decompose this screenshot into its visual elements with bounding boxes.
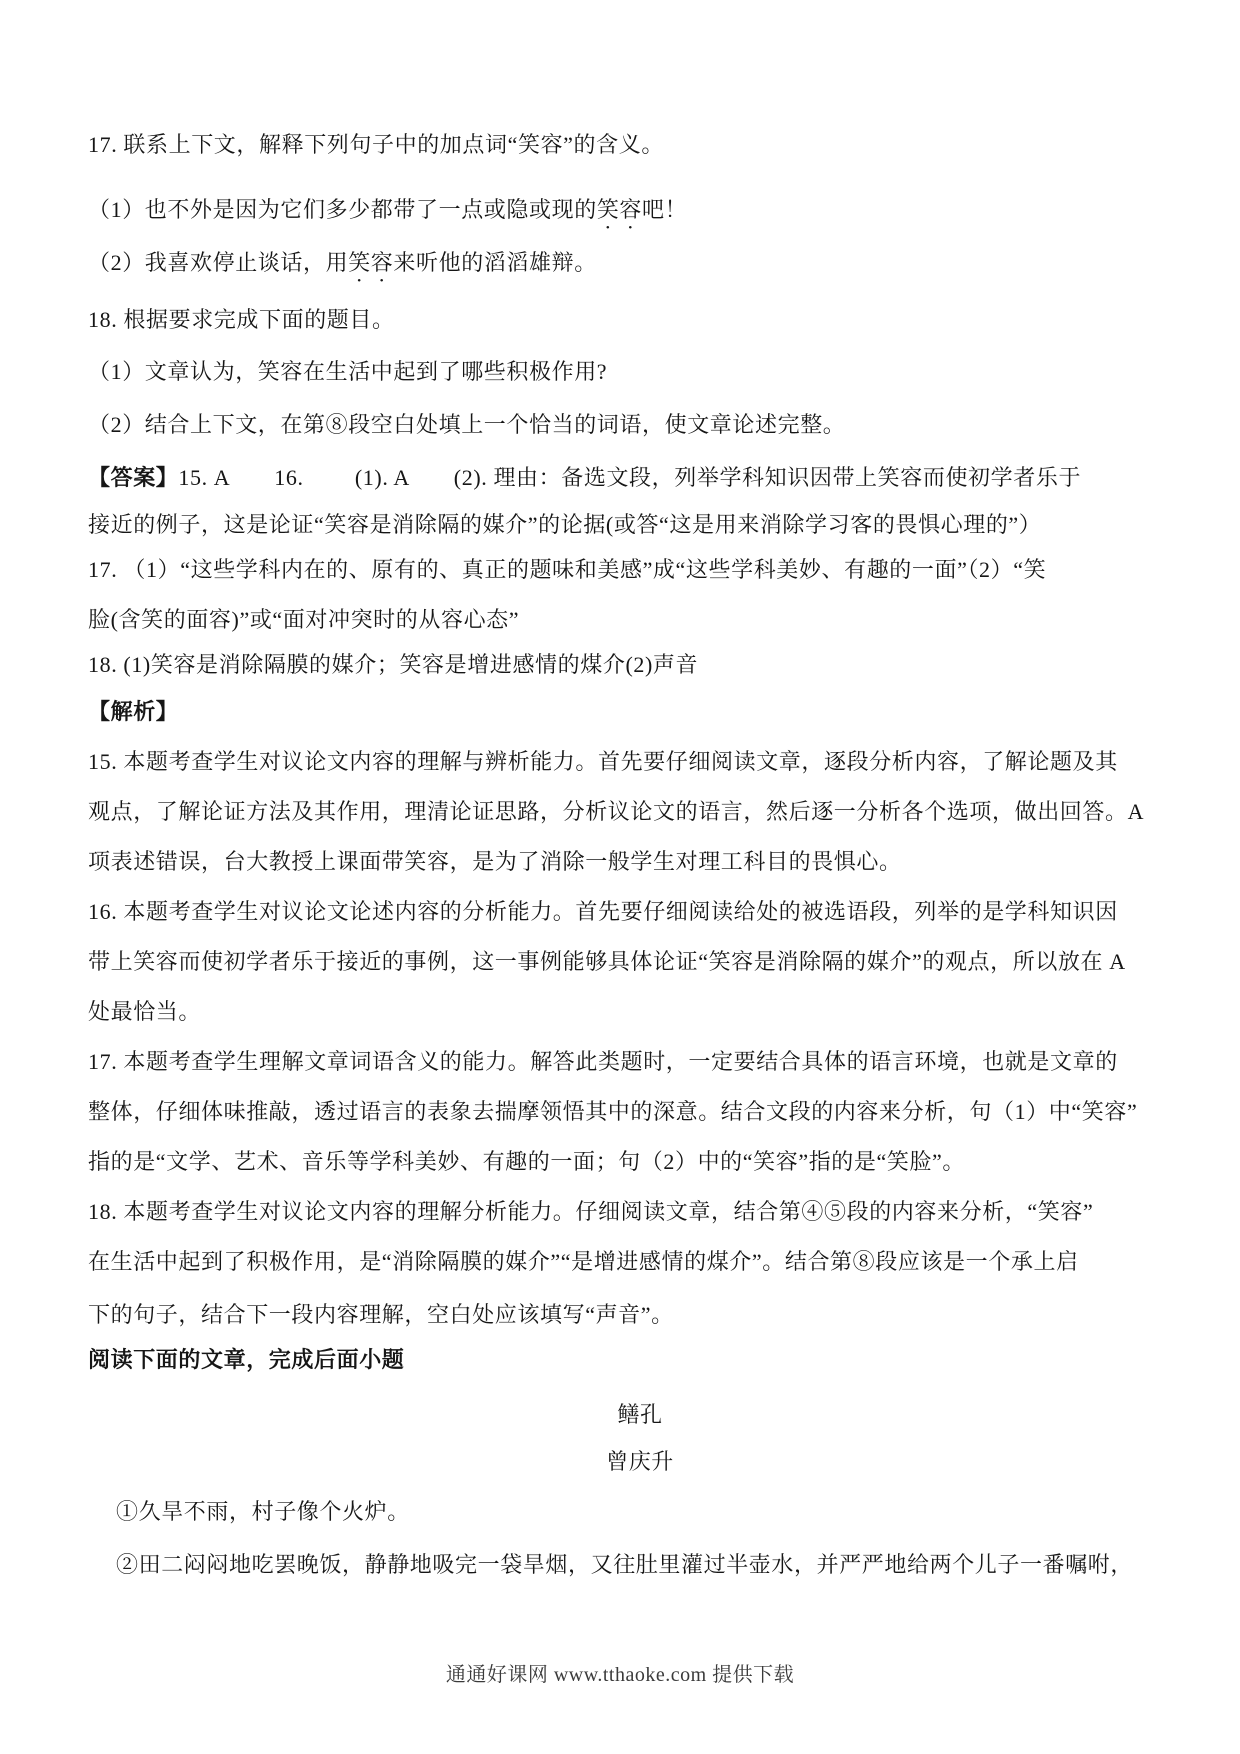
item-text-post: 吧！ bbox=[642, 197, 688, 222]
answer-heading: 【答案】 bbox=[88, 465, 179, 490]
passage-paragraph-2: ②田二闷闷地吃罢晚饭，静静地吸完一袋旱烟，又往肚里灌过半壶水，并严严地给两个儿子一番嘱咐， bbox=[116, 1552, 1134, 1577]
reading-section-heading: 阅读下面的文章，完成后面小题 bbox=[88, 1347, 405, 1372]
item-text-pre: （2）我喜欢停止谈话，用 bbox=[88, 250, 349, 275]
question-17-item-1 bbox=[88, 185, 1152, 235]
answer-values: 15. A 16. (1). A (2). 理由：备选文段，列举学科知识因带上笑容而使初学者乐于 bbox=[178, 465, 1082, 490]
analysis-q15-line-3: 项表述错误，台大教授上课面带笑容，是为了消除一般学生对理工科目的畏惧心。 bbox=[88, 849, 902, 874]
passage-paragraph-1: ①久旱不雨，村子像个火炉。 bbox=[116, 1499, 410, 1524]
answer-line-2: 接近的例子，这是论证“笑容是消除隔的媒介”的论据(或答“这是用来消除学习客的畏惧心理的”） bbox=[88, 512, 1042, 537]
item-text-pre: （1）也不外是因为它们多少都带了一点或隐或现的 bbox=[88, 197, 597, 222]
answer-line-5: 18. (1)笑容是消除隔膜的媒介；笑容是增进感情的煤介(2)声音 bbox=[88, 652, 699, 677]
analysis-q15-line-2: 观点，了解论证方法及其作用，理清论证思路，分析议论文的语言，然后逐一分析各个选项，做出回答。A bbox=[88, 799, 1145, 824]
answer-line-1 bbox=[88, 453, 1152, 503]
question-18-stem: 18. 根据要求完成下面的题目。 bbox=[88, 307, 395, 332]
question-17-stem: 17. 联系上下文，解释下列句子中的加点词“笑容”的含义。 bbox=[88, 132, 664, 157]
analysis-q17-line-2: 整体，仔细体味推敲，透过语言的表象去揣摩领悟其中的深意。结合文段的内容来分析，句（1）中“笑容” bbox=[88, 1099, 1138, 1124]
analysis-q16-line-1: 16. 本题考查学生对议论文论述内容的分析能力。首先要仔细阅读给处的被选语段，列举的是学科知识因 bbox=[88, 899, 1118, 924]
item-text-post: 来听他的滔滔雄辩。 bbox=[393, 250, 597, 275]
analysis-q18-line-2: 在生活中起到了积极作用，是“消除隔膜的媒介”“是增进感情的煤介”。结合第⑧段应该是一个承上启 bbox=[88, 1249, 1079, 1274]
page-footer: 通通好课网 www.tthaoke.com 提供下载 bbox=[445, 1664, 795, 1686]
question-18-item-2: （2）结合上下文，在第⑧段空白处填上一个恰当的词语，使文章论述完整。 bbox=[88, 412, 846, 437]
analysis-q16-line-3: 处最恰当。 bbox=[88, 999, 202, 1024]
question-17-item-2 bbox=[88, 238, 1152, 288]
analysis-heading-text: 【解析】 bbox=[88, 699, 179, 724]
analysis-q16-line-2: 带上笑容而使初学者乐于接近的事例，这一事例能够具体论证“笑容是消除隔的媒介”的观点，所以放在 A bbox=[88, 949, 1126, 974]
analysis-q18-line-1: 18. 本题考查学生对议论文内容的理解分析能力。仔细阅读文章，结合第④⑤段的内容来分析，“笑容” bbox=[88, 1199, 1094, 1224]
analysis-q17-line-3: 指的是“文学、艺术、音乐等学科美妙、有趣的一面；句（2）中的“笑容”指的是“笑脸”。 bbox=[88, 1149, 966, 1174]
analysis-q15-line-1: 15. 本题考查学生对议论文内容的理解与辨析能力。首先要仔细阅读文章，逐段分析内容，了解论题及其 bbox=[88, 749, 1118, 774]
analysis-q17-line-1: 17. 本题考查学生理解文章词语含义的能力。解答此类题时，一定要结合具体的语言环境，也就是文章的 bbox=[88, 1049, 1118, 1074]
answer-line-4: 脸(含笑的面容)”或“面对冲突时的从容心态” bbox=[88, 607, 520, 632]
emphasized-word: 笑容 bbox=[348, 250, 394, 275]
question-18-item-1: （1）文章认为，笑容在生活中起到了哪些积极作用? bbox=[88, 359, 608, 384]
analysis-q18-line-3: 下的句子，结合下一段内容理解，空白处应该填写“声音”。 bbox=[88, 1302, 674, 1327]
analysis-heading bbox=[88, 687, 1152, 737]
passage-title: 鳝孔 bbox=[617, 1402, 663, 1427]
emphasized-word: 笑容 bbox=[596, 197, 643, 222]
answer-line-3: 17. （1）“这些学科内在的、原有的、真正的题味和美感”成“这些学科美妙、有趣的一面”（2）“笑 bbox=[88, 557, 1047, 582]
passage-author: 曾庆升 bbox=[606, 1449, 674, 1474]
